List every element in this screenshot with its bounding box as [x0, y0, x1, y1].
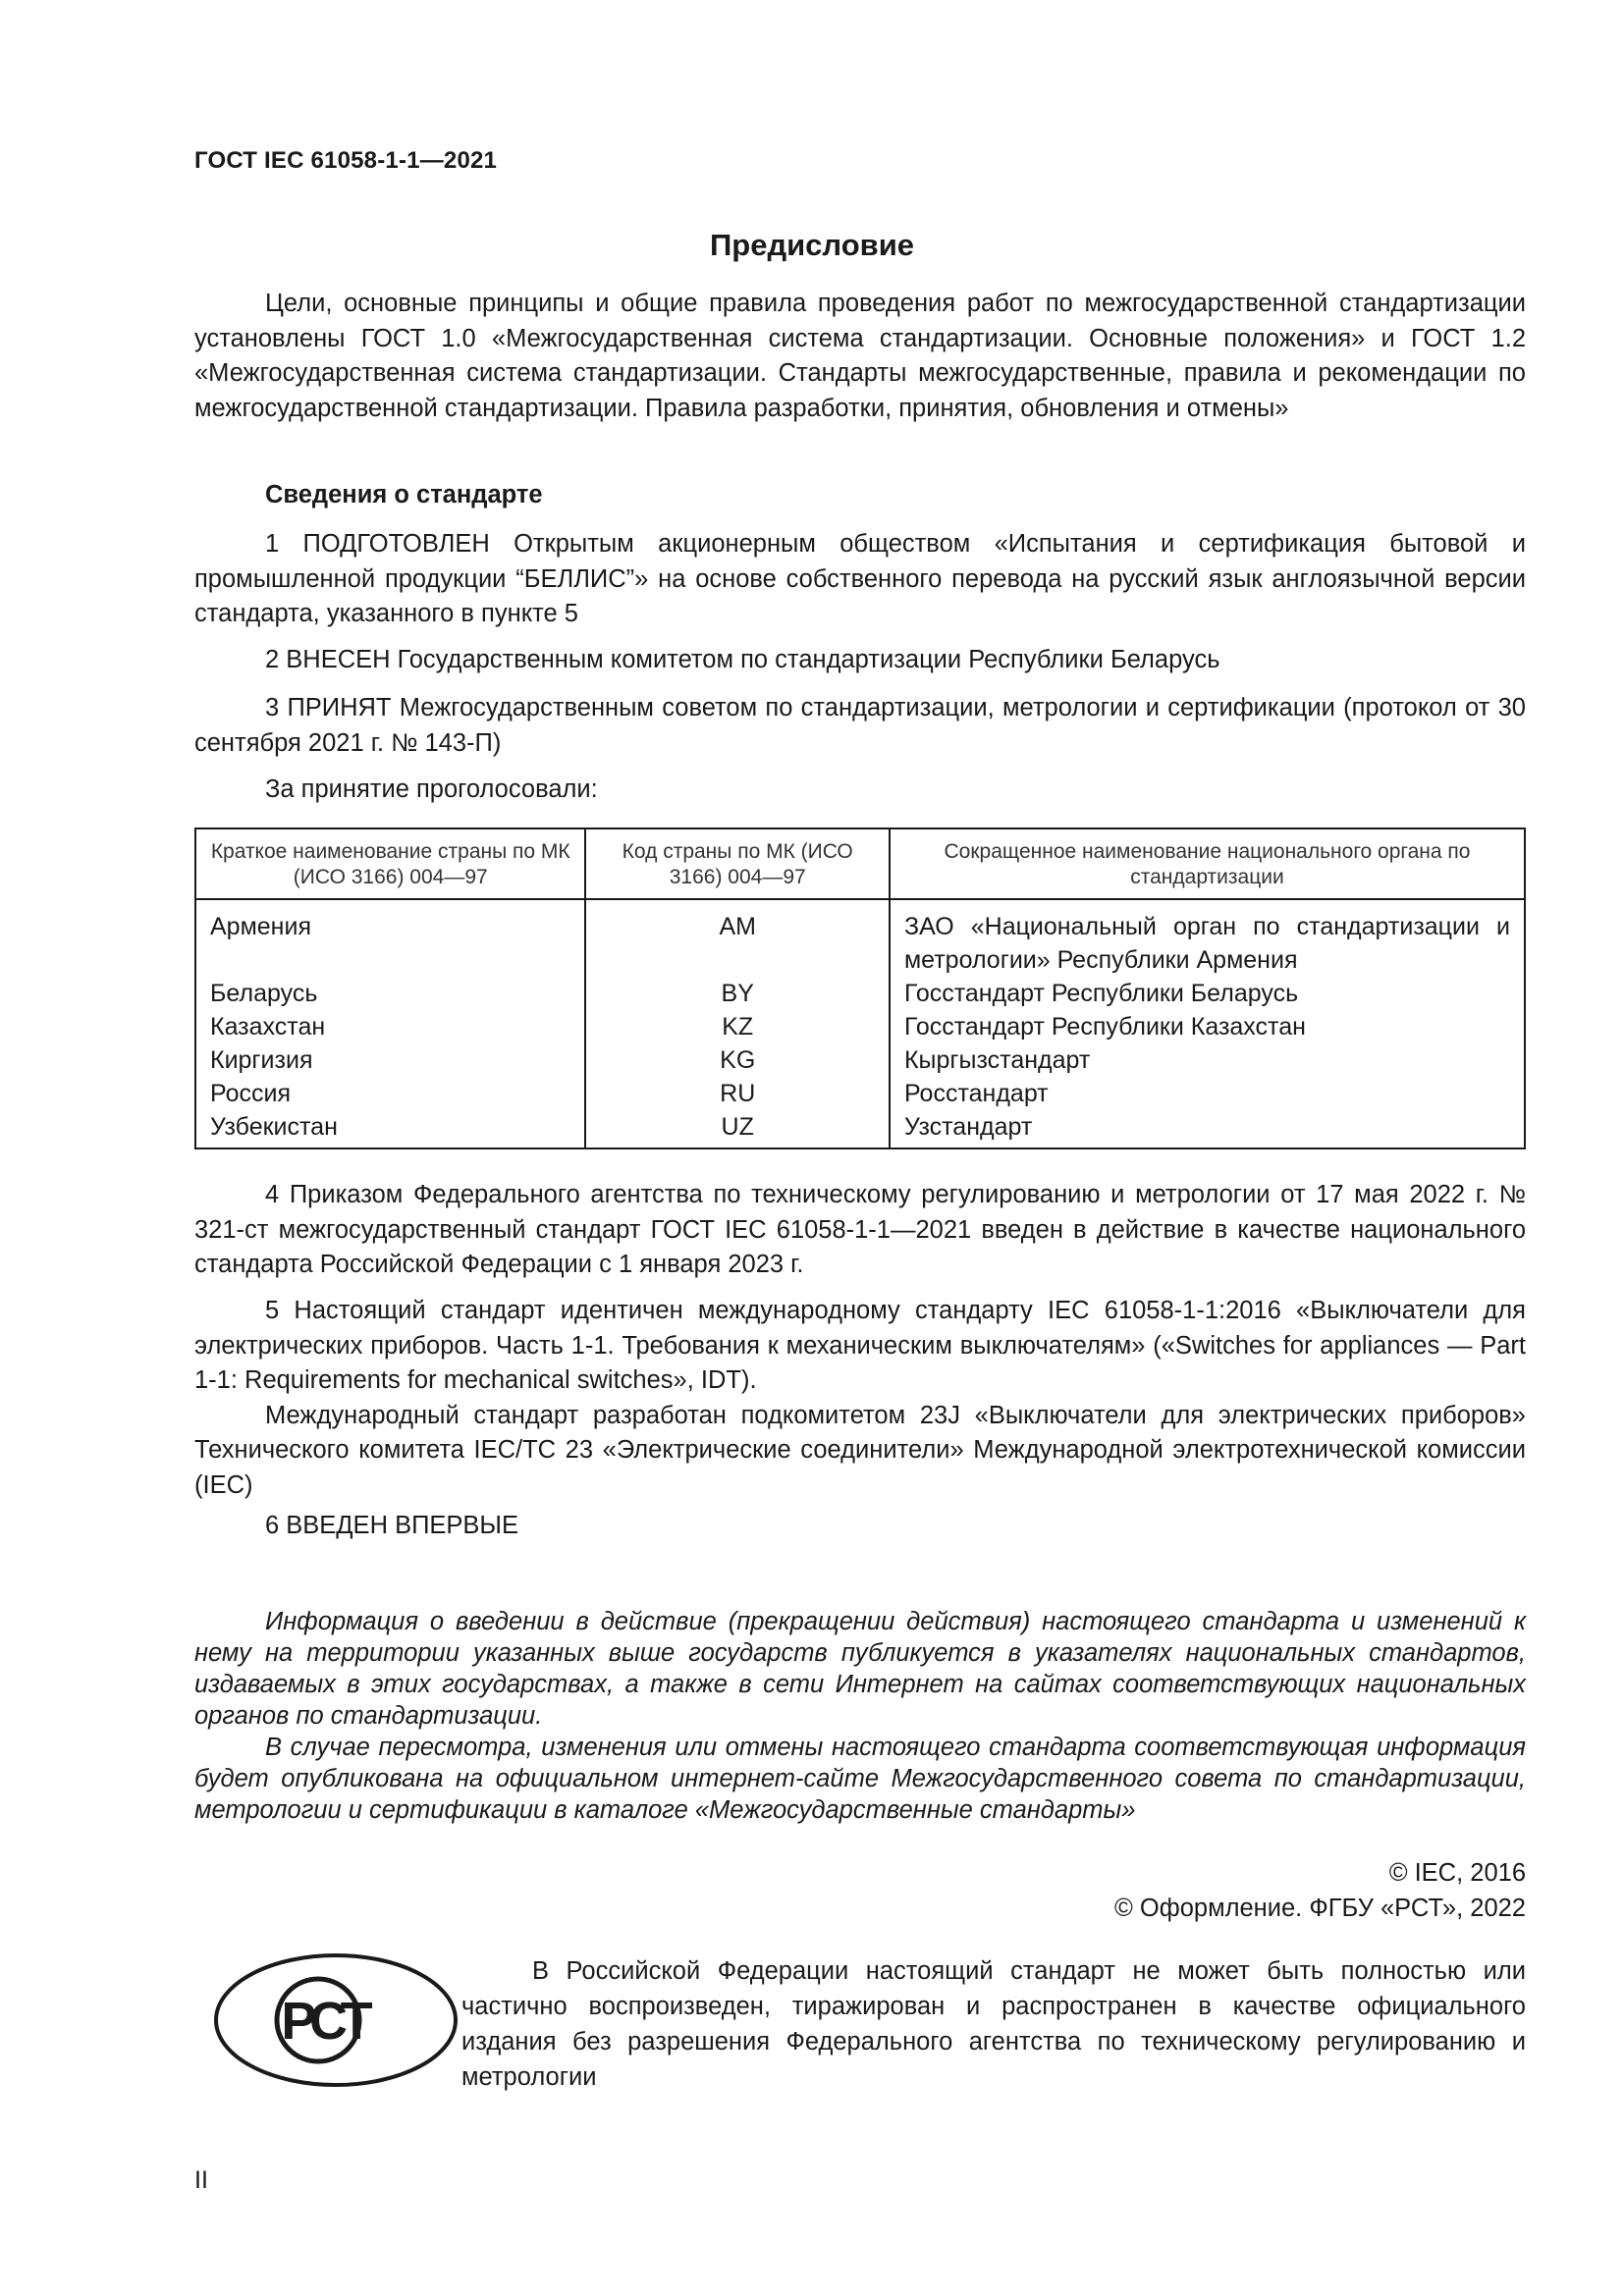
item-1	[194, 527, 1526, 632]
table-row	[195, 977, 1525, 1010]
item-5	[194, 1294, 1526, 1503]
page-number: II	[194, 2166, 208, 2194]
item-6	[194, 1509, 1526, 1544]
paragraph-5b: Международный стандарт разработан подкомитетом 23J «Выключатели для электрических приборов» Технического комитета IEC/TC 23 «Электрические соединители» Международной электротехнической комиссии (IEC)	[194, 1401, 1526, 1499]
cell-code: KG	[585, 1043, 890, 1077]
cell-code: RU	[585, 1077, 890, 1110]
copyright-rst: © Оформление. ФГБУ «РСТ», 2022	[1114, 1895, 1526, 1922]
notice-text: В Российской Федерации настоящий стандарт не может быть полностью или частично воспроизведен, тиражирован и распространен в качестве официального издания без разрешения Федерального агентства по техническому регулированию и метрологии	[461, 1957, 1526, 2091]
cell-org: Госстандарт Республики Беларусь	[890, 977, 1525, 1010]
paragraph-3: 3 ПРИНЯТ Межгосударственным советом по стандартизации, метрологии и сертификации (протокол от 30 сентября 2021 г. № 143-П)	[194, 694, 1526, 757]
table-row	[195, 899, 1525, 977]
votes-table-wrapper	[194, 828, 1526, 1149]
header-country: Краткое наименование страны по МК (ИСО 3166) 004—97	[195, 828, 585, 899]
about-section	[194, 478, 1526, 513]
info-section	[194, 1606, 1526, 1826]
copyright-block	[1114, 1855, 1526, 1926]
info-paragraph-1: Информация о введении в действие (прекращении действия) настоящего стандарта и изменений к нему на территории указанных выше государств публикуется в указателях национальных стандартов, издаваемых в этих государствах, а также в сети Интернет на сайтах соответствующих национальных органов по стандартизации.	[194, 1608, 1526, 1730]
paragraph-6: 6 ВВЕДЕН ВПЕРВЫЕ	[265, 1512, 519, 1539]
paragraph-2: 2 ВНЕСЕН Государственным комитетом по стандартизации Республики Беларусь	[265, 646, 1220, 673]
item-2	[194, 643, 1526, 678]
logo-text: РСТ	[281, 1992, 367, 2051]
cell-org: Кыргызстандарт	[890, 1043, 1525, 1077]
header-code: Код страны по МК (ИСО 3166) 004—97	[585, 828, 890, 899]
cell-code: AM	[585, 899, 890, 977]
cell-country: Казахстан	[195, 1010, 585, 1043]
info-paragraph-2: В случае пересмотра, изменения или отмены настоящего стандарта соответствующая информация будет опубликована на официальном интернет-сайте Межгосударственного совета по стандартизации, метрологии и сертификации в каталоге «Межгосударственные стандарты»	[194, 1734, 1526, 1824]
copyright-iec: © IEC, 2016	[1388, 1859, 1526, 1887]
intro-paragraph: Цели, основные принципы и общие правила проведения работ по межгосударственной стандартизации установлены ГОСТ 1.0 «Межгосударственная система стандартизации. Основные положения» и ГОСТ 1.2 «Межгосударственная система стандартизации. Стандарты межгосударственные, правила и рекомендации по межгосударственной стандартизации. Правила разработки, принятия, обновления и отмены»	[194, 290, 1526, 422]
item-4	[194, 1178, 1526, 1283]
cell-country: Киргизия	[195, 1043, 585, 1077]
intro-section	[194, 287, 1526, 426]
cell-country: Узбекистан	[195, 1110, 585, 1148]
table-header-row	[195, 828, 1525, 899]
votes-table	[194, 828, 1526, 1149]
voted-label: За принятие проголосовали:	[265, 775, 598, 803]
cell-country: Беларусь	[195, 977, 585, 1010]
header-org: Сокращенное наименование национального органа по стандартизации	[890, 828, 1525, 899]
rst-logo-icon	[208, 1947, 463, 2094]
table-row	[195, 1010, 1525, 1043]
paragraph-4: 4 Приказом Федерального агентства по техническому регулированию и метрологии от 17 мая 2022 г. № 321-ст межгосударственный стандарт ГОСТ IEC 61058-1-1—2021 введен в действие в качестве национального стандарта Российской Федерации с 1 января 2023 г.	[194, 1181, 1526, 1278]
document-code: ГОСТ IEC 61058-1-1—2021	[194, 147, 498, 174]
item-3	[194, 691, 1526, 761]
about-heading: Сведения о стандарте	[265, 481, 543, 508]
cell-country: Армения	[195, 899, 585, 977]
cell-country: Россия	[195, 1077, 585, 1110]
table-row	[195, 1110, 1525, 1148]
table-row	[195, 1077, 1525, 1110]
reproduction-notice	[461, 1953, 1526, 2095]
cell-org: ЗАО «Национальный орган по стандартизации и метрологии» Республики Армения	[890, 899, 1525, 977]
cell-org: Узстандарт	[890, 1110, 1525, 1148]
paragraph-5: 5 Настоящий стандарт идентичен международному стандарту IEC 61058-1-1:2016 «Выключатели для электрических приборов. Часть 1-1. Требования к механическим выключателям» («Switches for appliances — Part 1-1: Requirements for mechanical switches», IDT).	[194, 1297, 1526, 1394]
table-row	[195, 1043, 1525, 1077]
cell-code: UZ	[585, 1110, 890, 1148]
cell-org: Росстандарт	[890, 1077, 1525, 1110]
cell-code: KZ	[585, 1010, 890, 1043]
cell-code: BY	[585, 977, 890, 1010]
page-title: Предисловие	[709, 228, 914, 262]
paragraph-1: 1 ПОДГОТОВЛЕН Открытым акционерным обществом «Испытания и сертификация бытовой и промышленной продукции “БЕЛЛИС”» на основе собственного перевода на русский язык англоязычной версии стандарта, указанного в пункте 5	[194, 530, 1526, 627]
cell-org: Госстандарт Республики Казахстан	[890, 1010, 1525, 1043]
voted-label-block	[194, 773, 1526, 808]
